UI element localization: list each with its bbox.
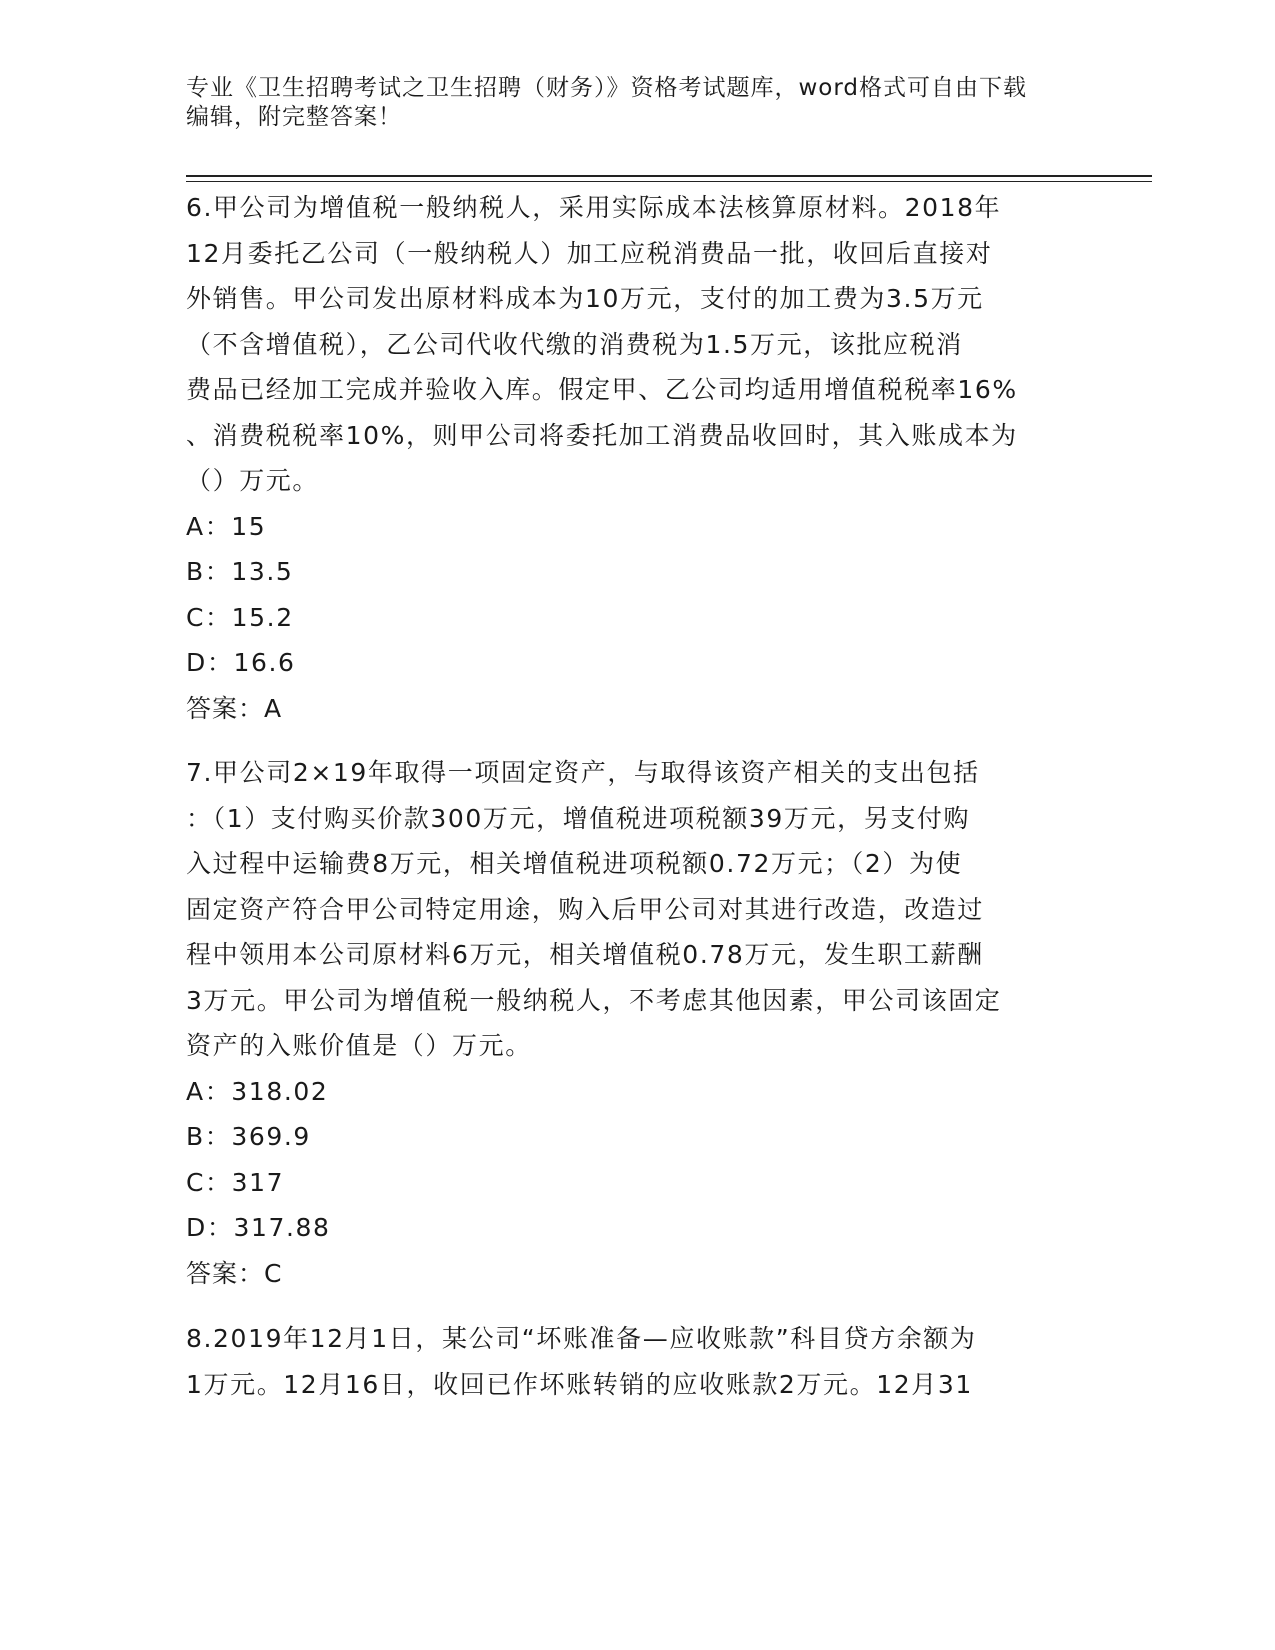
question-line: 外销售。甲公司发出原材料成本为10万元，支付的加工费为3.5万元 <box>186 284 984 313</box>
question-6 <box>186 185 1086 731</box>
question-line: （不含增值税），乙公司代收代缴的消费税为1.5万元，该批应税消 <box>186 329 963 359</box>
option-c: C：317 <box>186 1167 285 1197</box>
question-line: 程中领用本公司原材料6万元，相关增值税0.78万元，发生职工薪酬 <box>186 940 984 969</box>
answer-line: 答案：C <box>186 1258 283 1288</box>
document-header <box>186 74 1086 132</box>
question-8 <box>186 1316 1086 1407</box>
question-line: 12月委托乙公司（一般纳税人）加工应税消费品一批，收回后直接对 <box>186 238 993 268</box>
question-line: 固定资产符合甲公司特定用途，购入后甲公司对其进行改造，改造过 <box>186 894 985 924</box>
option-c: C：15.2 <box>186 602 294 632</box>
header-line-2: 编辑，附完整答案！ <box>186 104 402 130</box>
question-line: 3万元。甲公司为增值税一般纳税人，不考虑其他因素，甲公司该固定 <box>186 985 1002 1015</box>
option-b: B：369.9 <box>186 1122 311 1151</box>
question-line: 入过程中运输费8万元，相关增值税进项税额0.72万元；（2）为使 <box>186 849 963 878</box>
question-line: 、消费税税率10%，则甲公司将委托加工消费品收回时，其入账成本为 <box>186 420 1018 450</box>
option-d: D：317.88 <box>186 1213 331 1242</box>
question-line: （）万元。 <box>186 466 320 495</box>
question-line: 费品已经加工完成并验收入库。假定甲、乙公司均适用增值税税率16% <box>186 375 1018 404</box>
header-divider-thick <box>186 175 1152 177</box>
header-divider-thin <box>186 181 1152 182</box>
question-line: 8.2019年12月1日，某公司“坏账准备—应收账款”科目贷方余额为 <box>186 1324 977 1353</box>
question-7 <box>186 750 1086 1296</box>
question-line: 1万元。12月16日，收回已作坏账转销的应收账款2万元。12月31 <box>186 1369 973 1399</box>
option-a: A：15 <box>186 511 267 541</box>
header-line-1: 专业《卫生招聘考试之卫生招聘（财务）》资格考试题库，word格式可自由下载 <box>186 75 1028 101</box>
option-b: B：13.5 <box>186 557 294 586</box>
question-line: 7.甲公司2×19年取得一项固定资产，与取得该资产相关的支出包括 <box>186 758 980 787</box>
option-d: D：16.6 <box>186 648 296 677</box>
option-a: A：318.02 <box>186 1076 329 1106</box>
question-line: ：（1）支付购买价款300万元，增值税进项税额39万元，另支付购 <box>186 803 971 833</box>
question-line: 资产的入账价值是（）万元。 <box>186 1031 532 1060</box>
question-line: 6.甲公司为增值税一般纳税人，采用实际成本法核算原材料。2018年 <box>186 193 1002 222</box>
answer-line: 答案：A <box>186 693 283 723</box>
